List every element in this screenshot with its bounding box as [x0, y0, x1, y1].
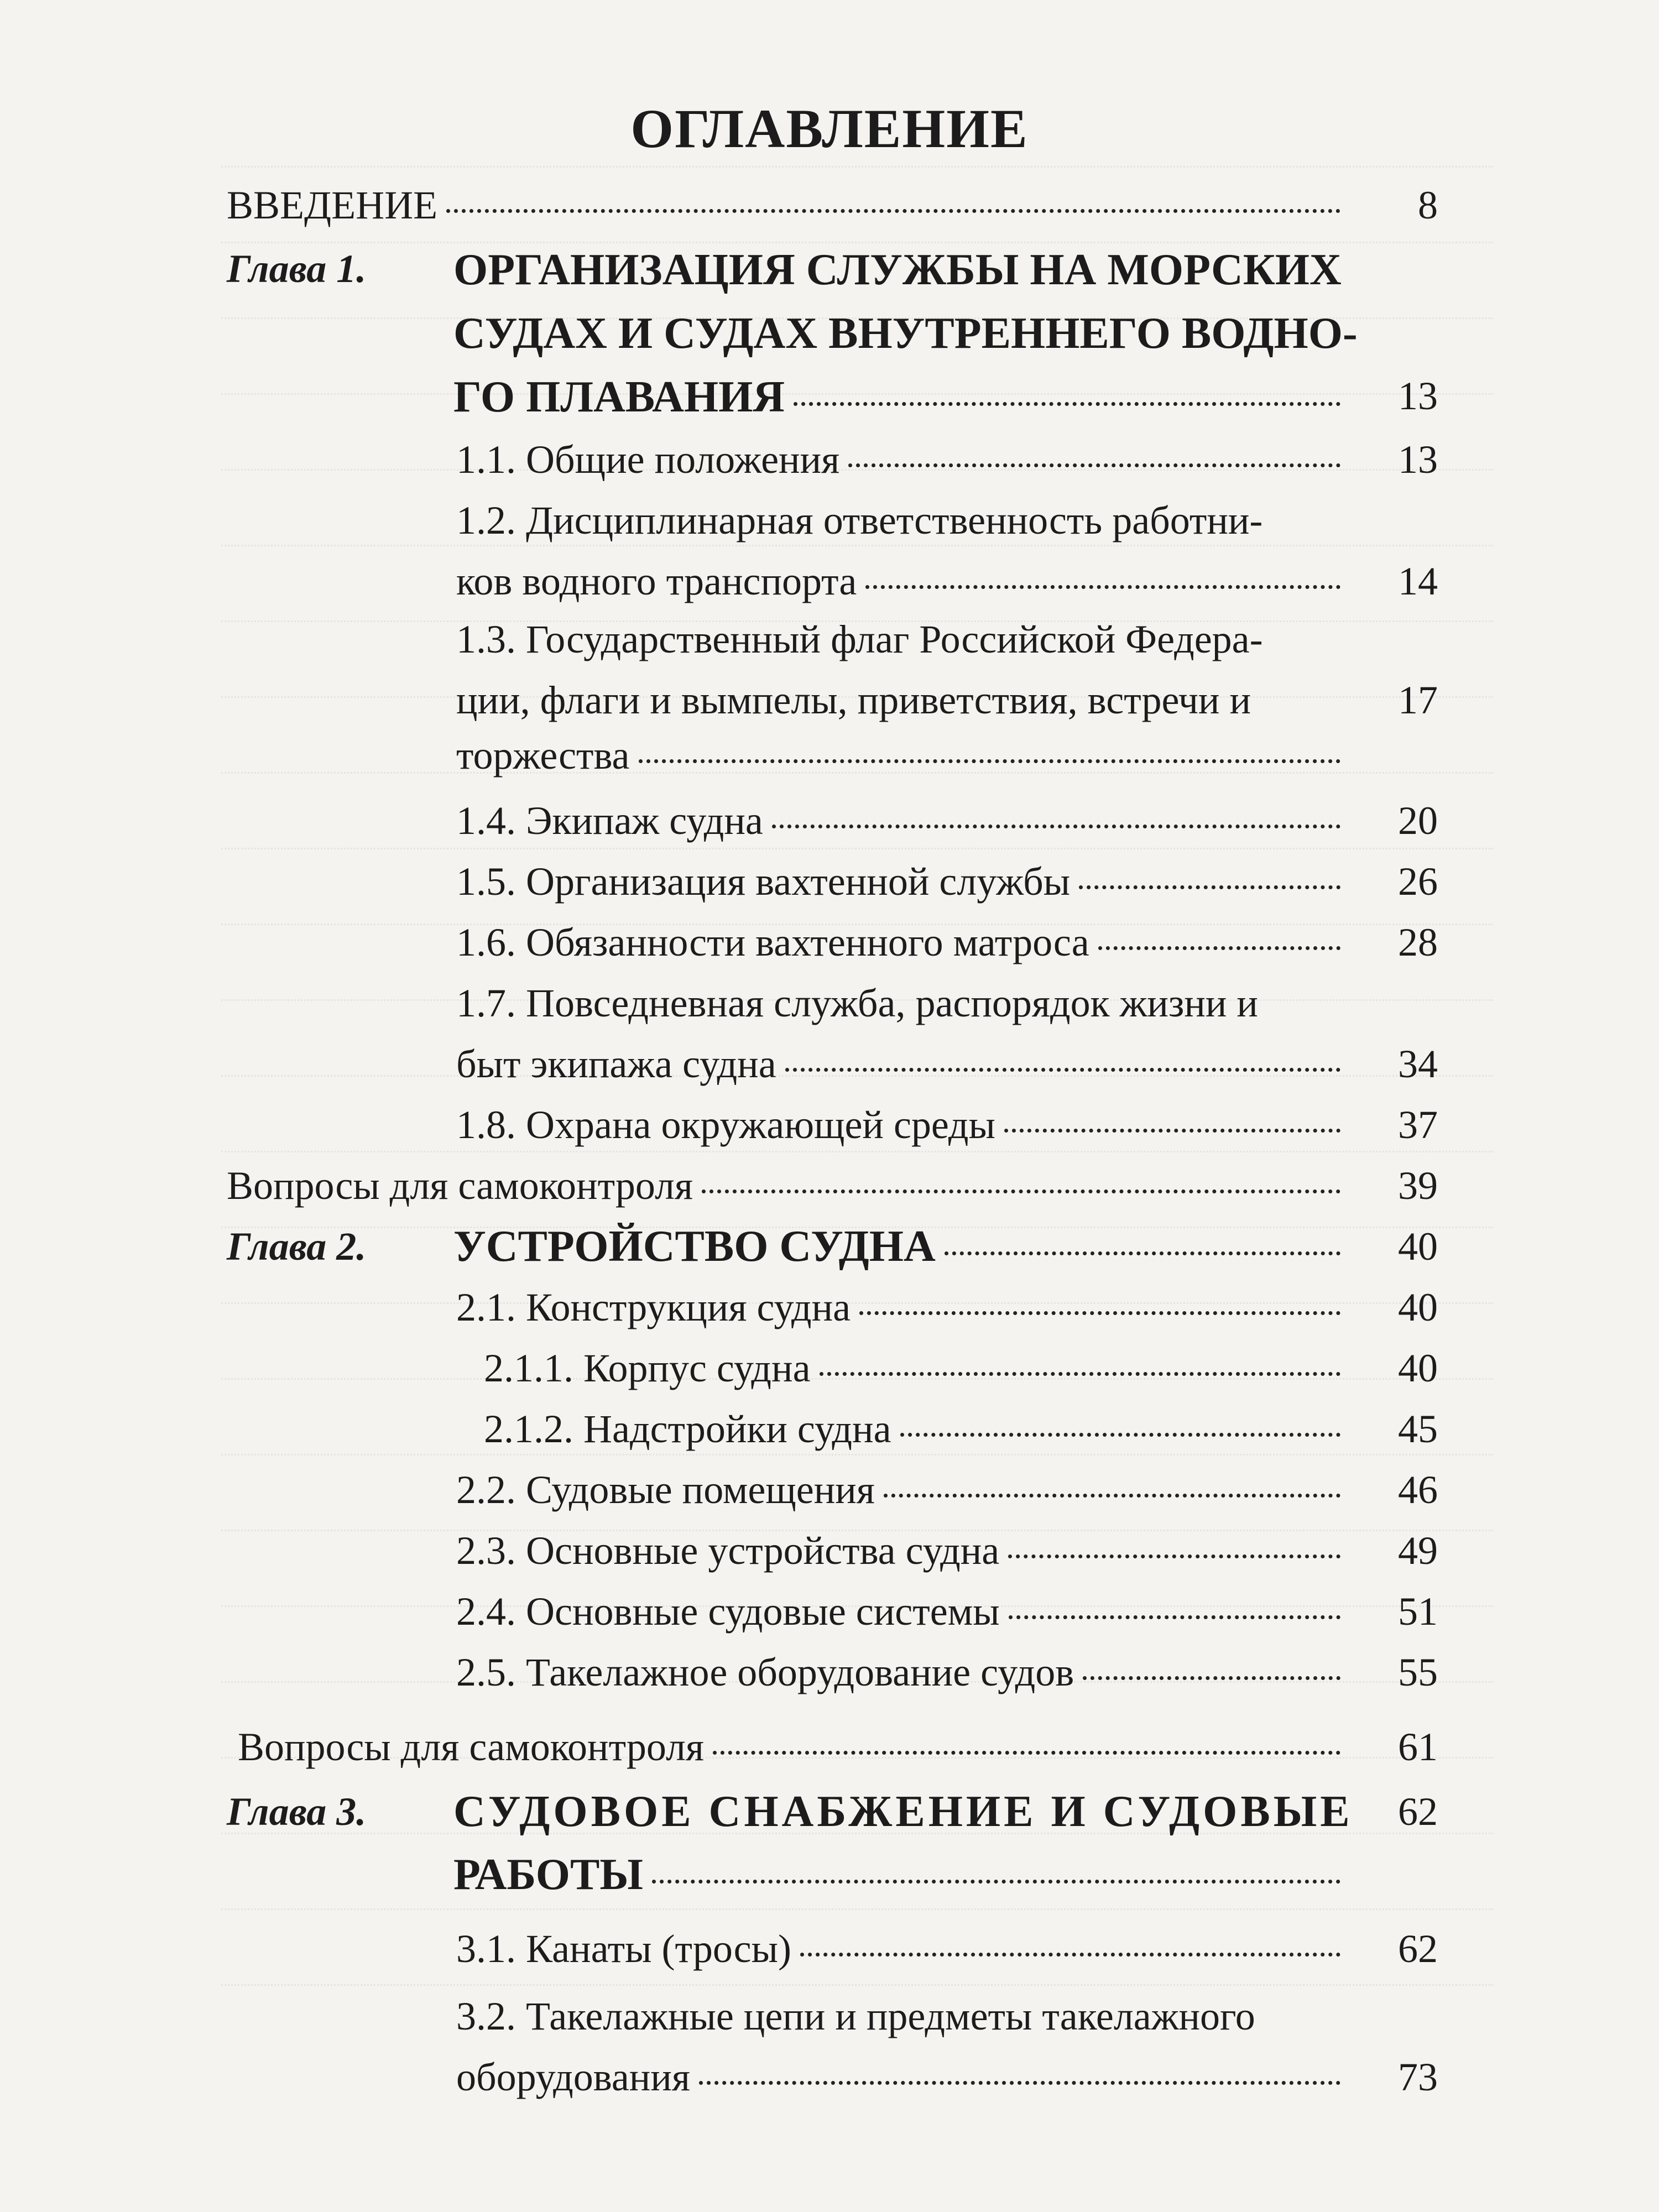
chapter-title-line: СУДОВОЕ СНАБЖЕНИЕ И СУДОВЫЕ	[453, 1787, 1353, 1836]
page-number: 8	[1418, 183, 1438, 227]
leader-dots	[900, 1433, 1340, 1437]
toc-entry-section	[456, 1105, 1349, 1145]
entry-text: 2.1.1. Корпус судна	[484, 1346, 811, 1390]
entry-text: 1.6. Обязанности вахтенного матроса	[456, 920, 1089, 964]
entry-text: 1.8. Охрана окружающей среды	[456, 1103, 995, 1147]
toc-entry-section	[456, 1929, 1349, 1969]
leader-dots	[800, 1953, 1340, 1957]
leader-dots	[772, 825, 1340, 828]
leader-dots	[785, 1068, 1340, 1072]
page-number: 46	[1398, 1468, 1438, 1512]
page-number: 61	[1398, 1725, 1438, 1769]
page-number: 17	[1398, 678, 1438, 722]
leader-dots	[1004, 1129, 1340, 1133]
entry-text: 2.3. Основные устройства судна	[456, 1528, 1000, 1573]
toc-entry-questions	[227, 1166, 1349, 1206]
entry-text: 1.5. Организация вахтенной службы	[456, 859, 1071, 904]
page-number: 40	[1398, 1346, 1438, 1390]
page-number: 13	[1398, 374, 1438, 418]
toc-entry-questions	[238, 1727, 1349, 1767]
toc-entry-section	[456, 437, 1349, 482]
page-number: 39	[1398, 1164, 1438, 1208]
toc-entry-section	[456, 859, 1349, 904]
leader-dots	[639, 759, 1341, 763]
leader-dots	[859, 1311, 1340, 1315]
entry-text: 3.1. Канаты (тросы)	[456, 1927, 791, 1971]
page-number: 40	[1398, 1285, 1438, 1329]
toc-entry-section	[456, 2057, 1349, 2097]
page-number: 62	[1398, 1927, 1438, 1971]
toc-entry-subsection	[484, 1348, 1349, 1388]
page-number: 13	[1398, 437, 1438, 482]
chapter-title-line: СУДАХ И СУДАХ ВНУТРЕННЕГО ВОДНО-	[453, 309, 1358, 358]
toc-entry-section	[456, 733, 1349, 778]
toc-entry-section	[456, 1287, 1349, 1327]
entry-text: 1.7. Повседневная служба, распорядок жизни и	[456, 981, 1258, 1025]
chapter-title: УСТРОЙСТВО СУДНА	[453, 1222, 936, 1271]
leader-dots	[794, 402, 1340, 406]
entry-text: оборудования	[456, 2055, 690, 2099]
toc-entry-section	[456, 1044, 1349, 1084]
entry-text: 2.5. Такелажное оборудование судов	[456, 1650, 1074, 1694]
toc-entry-section	[456, 561, 1349, 601]
page-number: 62	[1398, 1790, 1438, 1834]
leader-dots	[699, 2081, 1340, 2085]
page-number: 20	[1398, 799, 1438, 843]
toc-entry-section	[456, 1652, 1349, 1692]
entry-text: 1.1. Общие положения	[456, 437, 840, 482]
page-number: 26	[1398, 859, 1438, 904]
entry-text: ВВЕДЕНИЕ	[227, 183, 438, 227]
page-number: 37	[1398, 1103, 1438, 1147]
page-number: 49	[1398, 1528, 1438, 1573]
page-number: 51	[1398, 1589, 1438, 1634]
toc-entry-chapter-3	[453, 1850, 1349, 1899]
leader-dots	[1083, 1676, 1340, 1680]
entry-text: 3.2. Такелажные цепи и предметы такелажного	[456, 1994, 1255, 2038]
leader-dots	[1098, 946, 1340, 950]
entry-text: 2.1.2. Надстройки судна	[484, 1407, 891, 1451]
entry-text: 1.3. Государственный флаг Российской Федера-	[456, 617, 1263, 661]
page-title: ОГЛАВЛЕНИЕ	[630, 98, 1029, 159]
toc-entry-section	[456, 1470, 1349, 1510]
toc-entry-section	[456, 922, 1349, 962]
leader-dots	[884, 1494, 1340, 1498]
page-number: 40	[1398, 1224, 1438, 1269]
chapter-label: Глава 1.	[227, 247, 367, 291]
toc-entry-intro	[227, 185, 1349, 225]
entry-text: Вопросы для самоконтроля	[227, 1164, 693, 1208]
leader-dots	[945, 1251, 1340, 1255]
page-number: 28	[1398, 920, 1438, 964]
entry-text: 2.1. Конструкция судна	[456, 1285, 851, 1329]
leader-dots	[1009, 1615, 1340, 1619]
entry-text: торжества	[456, 733, 630, 778]
chapter-title-line: РАБОТЫ	[453, 1850, 643, 1899]
entry-text: 2.4. Основные судовые системы	[456, 1589, 1000, 1634]
entry-text: 2.2. Судовые помещения	[456, 1468, 875, 1512]
page-number: 55	[1398, 1650, 1438, 1694]
page-number: 45	[1398, 1407, 1438, 1451]
entry-text: 1.4. Экипаж судна	[456, 799, 763, 843]
entry-text: ции, флаги и вымпелы, приветствия, встречи и	[456, 678, 1251, 722]
leader-dots	[1008, 1554, 1340, 1558]
entry-text: быт экипажа судна	[456, 1042, 776, 1086]
leader-dots	[1079, 885, 1340, 889]
toc-entry-section	[456, 1528, 1349, 1573]
page-number: 14	[1398, 559, 1438, 603]
leader-dots	[652, 1880, 1340, 1884]
entry-text: ков водного транспорта	[456, 559, 857, 603]
toc-entry-section	[456, 1589, 1349, 1634]
chapter-label: Глава 3.	[227, 1790, 367, 1834]
leader-dots	[848, 463, 1340, 467]
chapter-title-line: ГО ПЛАВАНИЯ	[453, 373, 785, 421]
page-number: 73	[1398, 2055, 1438, 2099]
entry-text: Вопросы для самоконтроля	[238, 1725, 705, 1769]
leader-dots	[446, 209, 1340, 213]
toc-entry-chapter-2	[453, 1224, 1349, 1269]
leader-dots	[820, 1372, 1340, 1376]
toc-entry-chapter-1	[453, 375, 1349, 419]
toc-entry-section	[456, 801, 1349, 841]
leader-dots	[713, 1751, 1340, 1755]
chapter-label: Глава 2.	[227, 1224, 367, 1269]
leader-dots	[865, 585, 1340, 589]
page-number: 34	[1398, 1042, 1438, 1086]
chapter-title-line: ОРГАНИЗАЦИЯ СЛУЖБЫ НА МОРСКИХ	[453, 246, 1342, 294]
entry-text: 1.2. Дисциплинарная ответственность работни-	[456, 498, 1263, 542]
toc-entry-subsection	[484, 1409, 1349, 1449]
leader-dots	[702, 1190, 1340, 1193]
